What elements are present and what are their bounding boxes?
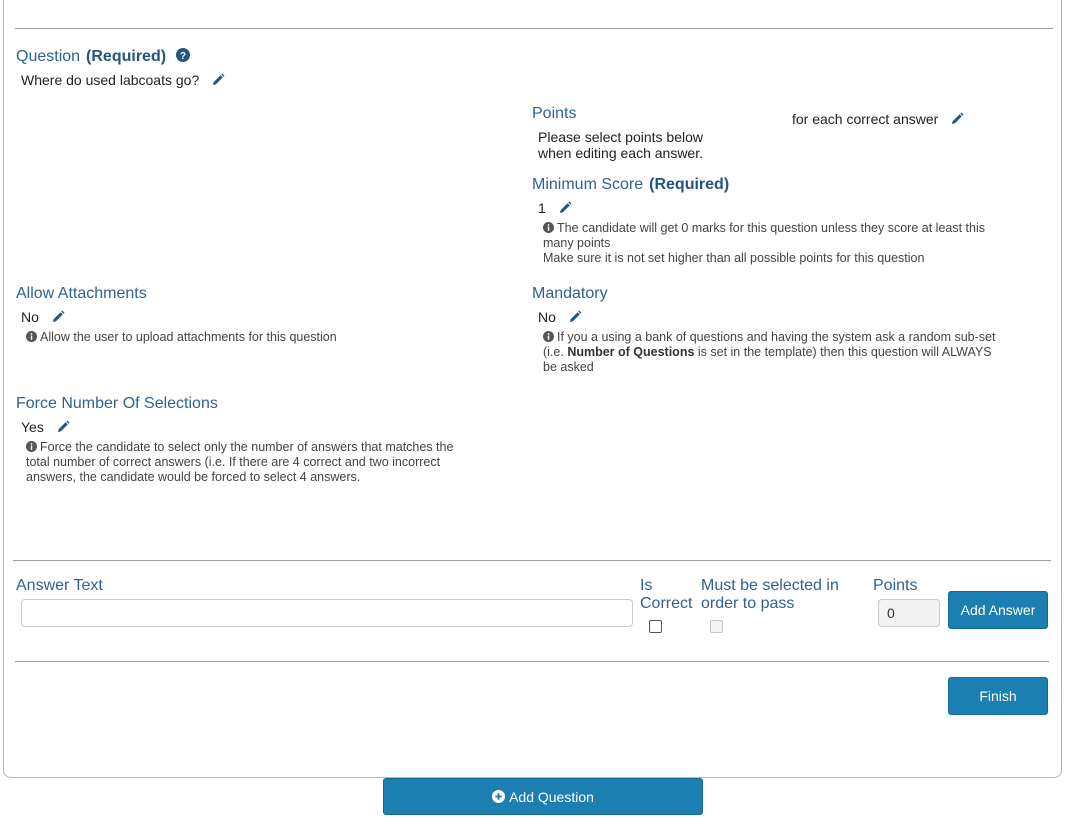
must-select-checkbox[interactable] <box>710 620 723 633</box>
mandatory-label: Mandatory <box>532 285 608 302</box>
answer-text-input[interactable] <box>21 599 633 627</box>
minimum-score-help: The candidate will get 0 marks for this question unless they score at least this many points Make sure it is not set higher than all possible points for this question <box>543 221 985 265</box>
info-circle-icon <box>26 331 37 342</box>
points-suffix: for each correct answer <box>792 111 964 127</box>
must-select-label: Must be selected in order to pass <box>701 577 839 612</box>
finish-button[interactable]: Finish <box>948 677 1048 715</box>
add-answer-button[interactable]: Add Answer <box>948 591 1048 629</box>
allow-attachments-label: Allow Attachments <box>16 285 147 302</box>
allow-attachments-help: Allow the user to upload attachments for this question <box>26 330 506 345</box>
points-help-line1: Please select points below <box>538 129 703 145</box>
minimum-score-value: 1 <box>538 200 572 216</box>
answer-points-input[interactable] <box>878 599 940 627</box>
pencil-icon[interactable] <box>950 112 964 126</box>
mandatory-value: No <box>538 309 582 325</box>
is-correct-checkbox[interactable] <box>649 620 662 633</box>
question-editor-panel <box>3 0 1062 778</box>
info-circle-icon <box>543 331 554 342</box>
force-selections-label: Force Number Of Selections <box>16 395 218 412</box>
pencil-icon[interactable] <box>51 310 65 324</box>
info-circle-icon <box>543 222 554 233</box>
top-divider <box>15 28 1053 29</box>
required-marker: (Required) <box>86 48 167 65</box>
force-selections-value: Yes <box>21 419 70 435</box>
pencil-icon[interactable] <box>558 201 572 215</box>
pencil-icon[interactable] <box>211 73 225 87</box>
allow-attachments-value: No <box>21 309 65 325</box>
force-selections-help: Force the candidate to select only the number of answers that matches the total number of correct answers (i.e. If there are 4 correct and two incorrect answers, the candidate would be forced to select 4 answers. <box>26 440 454 484</box>
svg-text:?: ? <box>179 51 186 62</box>
question-circle-icon[interactable] <box>176 48 190 62</box>
mandatory-help: If you a using a bank of questions and having the system ask a random sub-set (i.e. Number of Questions is set in the template) then this question will ALWAYS be asked <box>543 330 996 374</box>
pencil-icon[interactable] <box>56 420 70 434</box>
required-marker: (Required) <box>649 176 730 193</box>
answer-points-label: Points <box>873 577 918 594</box>
question-label: Question (Required) ? <box>16 48 190 66</box>
points-label: Points <box>532 105 577 122</box>
info-circle-icon <box>26 441 37 452</box>
is-correct-label: Is Correct <box>640 577 693 612</box>
minimum-score-label: Minimum Score (Required) <box>532 176 730 193</box>
bottom-divider <box>15 661 1049 662</box>
pencil-icon[interactable] <box>568 310 582 324</box>
question-value: Where do used labcoats go? <box>21 72 225 88</box>
plus-circle-icon <box>492 790 505 803</box>
answer-form-divider <box>13 560 1051 561</box>
points-help-line2: when editing each answer. <box>538 145 703 161</box>
answer-text-label: Answer Text <box>16 577 103 594</box>
add-question-button[interactable]: Add Question <box>383 778 703 815</box>
